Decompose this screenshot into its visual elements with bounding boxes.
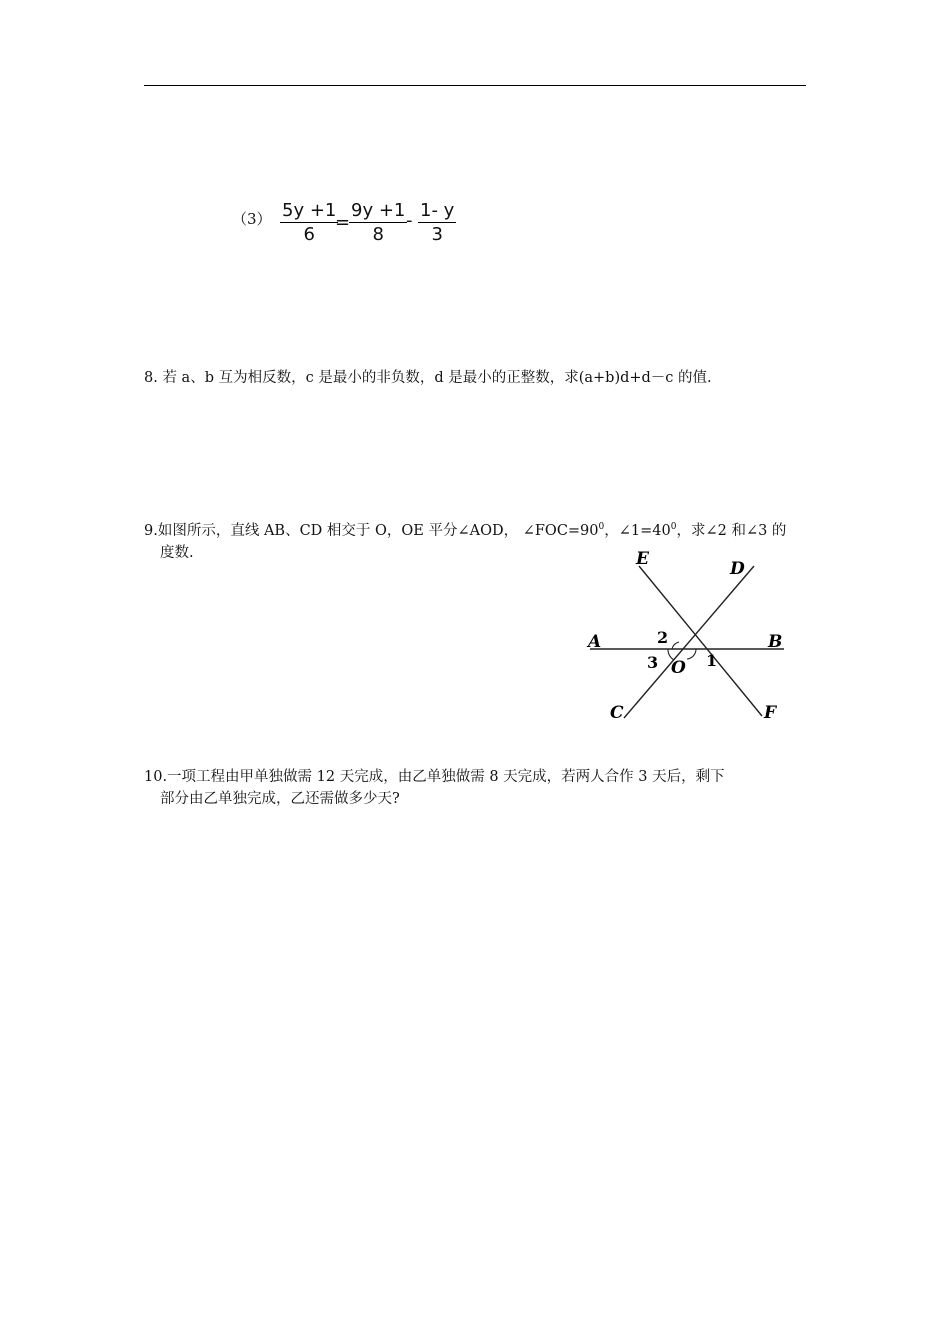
- label-b: B: [768, 632, 783, 652]
- equation-label: （3）: [232, 210, 272, 228]
- question-9-line1: [144, 523, 786, 539]
- question-10-line2: 部分由乙单独完成，乙还需做多少天?: [160, 791, 400, 807]
- label-f: F: [764, 703, 777, 723]
- label-o: O: [671, 658, 686, 678]
- question-10-line1: 10.一项工程由甲单独做需 12 天完成，由乙单独做需 8 天完成，若两人合作 3 天后，剩下: [144, 769, 725, 785]
- question-9-part-c: ，求∠2 和∠3 的: [676, 522, 787, 539]
- question-8-text: 8. 若 a、b 互为相反数，c 是最小的非负数，d 是最小的正整数，求(a+b)d+d－c 的值.: [144, 370, 712, 386]
- minus-sign: -: [406, 210, 413, 231]
- label-c: C: [610, 703, 624, 723]
- label-e: E: [636, 549, 649, 569]
- label-d: D: [730, 559, 745, 579]
- label-a: A: [588, 632, 602, 652]
- fraction-1: [280, 200, 338, 247]
- fraction-3: [418, 200, 456, 247]
- degree-sup-1: 0: [598, 522, 605, 532]
- label-angle-3: 3: [647, 653, 659, 672]
- header-rule: [144, 85, 806, 86]
- fraction-2-denominator: 8: [372, 224, 384, 245]
- question-10: [144, 766, 806, 810]
- fraction-3-numerator: 1- y: [420, 200, 455, 221]
- equals-sign: =: [335, 212, 351, 233]
- fraction-3-denominator: 3: [431, 224, 443, 245]
- degree-sup-2: 0: [670, 522, 677, 532]
- geometry-figure: [584, 548, 790, 726]
- line-cd: [624, 566, 754, 718]
- question-9-line2: 度数.: [160, 544, 194, 561]
- question-9-part-a: 9.如图所示，直线 AB、CD 相交于 O，OE 平分∠AOD， ∠FOC=90: [144, 522, 599, 539]
- fraction-2: [349, 200, 407, 247]
- fraction-1-numerator: 5y +1: [282, 200, 337, 221]
- question-9-part-b: ，∠1=40: [604, 522, 671, 539]
- question-8: [144, 367, 712, 389]
- angle-2-arc: [672, 642, 679, 649]
- label-angle-1: 1: [706, 651, 718, 670]
- fraction-2-numerator: 9y +1: [351, 200, 406, 221]
- label-angle-2: 2: [657, 628, 669, 647]
- fraction-1-denominator: 6: [303, 224, 315, 245]
- angle-1-arc: [687, 649, 696, 659]
